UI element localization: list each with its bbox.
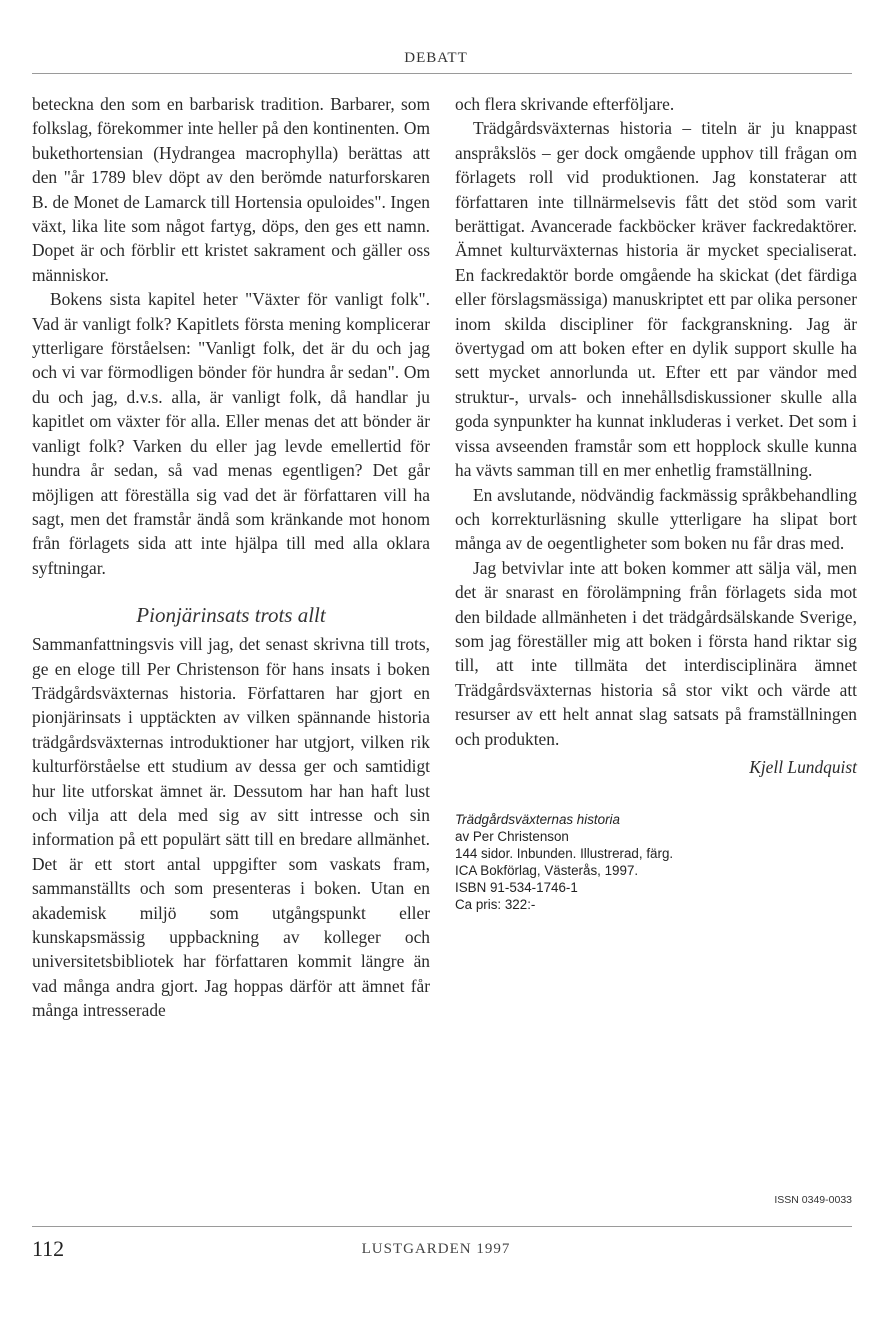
header-rule — [32, 73, 852, 74]
book-title: Trädgårdsväxternas historia — [455, 812, 620, 828]
book-info — [455, 811, 857, 913]
body-paragraph: Trädgårdsväxternas historia – titeln är ju knappast anspråkslös – ger dock omgående upphov till frågan om förlagets roll vid produktionen. Jag konstaterar att författaren inte tillnärmelsevis fått det stöd som varit berättigat. Avancerade fackböcker kräver fackredaktörer. Ämnet kulturväxternas historia är mycket specialiserat. En fackredaktör borde omgående ha skickat (det färdiga eller förslagsmässiga) manuskriptet ett par olika personer inom skilda discipliner för fackgranskning. Jag är övertygad om att boken efter en dylik support skulle ha sett mycket annorlunda ut. Efter ett par vändor med struktur-, urvals- och innehållsdiskussioner skulle alla goda synpunkter ha kunnat inkluderas i verket. Det som i vissa avseenden framstår som ett hopplock skulle kunna ha vävts samman till en mer enhetlig framställning. — [455, 118, 857, 481]
body-paragraph: beteckna den som en barbarisk tradition. Barbarer, som folkslag, förekommer inte heller på den kontinenten. Om bukethortensian (Hydrangea macrophylla) berättas att den "år 1789 blev döpt av den berömde naturforskaren B. de Monet de Lamarck till Hortensia opuloides". Ingen växt, lika lite som något fartyg, döps, den ges ett namn. Dopet är och förblir ett kristet sakrament och gäller oss människor. — [32, 94, 430, 285]
footer-rule — [32, 1226, 852, 1227]
book-details: 144 sidor. Inbunden. Illustrerad, färg. — [455, 846, 674, 862]
author-signature: Kjell Lundquist — [749, 756, 857, 777]
book-author: av Per Christenson — [455, 829, 569, 845]
journal-footer: LUSTGARDEN 1997 — [361, 1241, 511, 1257]
book-isbn: ISBN 91-534-1746-1 — [455, 880, 578, 896]
body-paragraph: och flera skrivande efterföljare. — [455, 94, 675, 114]
issn-number: ISSN 0349-0033 — [774, 1194, 852, 1206]
book-price: Ca pris: 322:- — [455, 897, 536, 913]
left-column — [32, 92, 430, 1023]
right-column — [455, 92, 857, 913]
page-number: 112 — [32, 1236, 65, 1261]
subheading: Pionjärinsats trots allt — [136, 603, 326, 628]
book-publisher: ICA Bokförlag, Västerås, 1997. — [455, 863, 639, 879]
section-header: DEBATT — [404, 50, 468, 66]
body-paragraph: En avslutande, nödvändig fackmässig språkbehandling och korrekturläsning skulle ytterligare ha slipat bort många av de oegentligheter som boken nu får dras med. — [455, 484, 857, 554]
body-paragraph: Sammanfattningsvis vill jag, det senast skrivna till trots, ge en eloge till Per Christenson för hans insats i boken Trädgårdsväxternas historia. Författaren har gjort en pionjärinsats i upptäckten av vilken spännande historia trädgårdsväxternas introduktioner har utgjort, vilken rik kulturförståelse ett studium av dessa ger och samtidigt hur lite utforskat ämnet är. Dessutom har han haft lust och vilja att dela med sig av sitt intresse och sin information på ett populärt sätt till en bredare allmänhet. Det är ett stort antal uppgifter som vaskats fram, sammanställts och som presenteras i boken. Utan en akademisk miljö som utgångspunkt eller kunskapsmässig uppbackning av kolleger och universitetsbibliotek har författaren kommit längre än vad många andra gjort. Jag hoppas därför att ämnet får många intresserade — [32, 634, 430, 1021]
body-paragraph: Jag betvivlar inte att boken kommer att sälja väl, men det är snarast en förolämpning från förlagets sida mot den bildade allmänheten i det trädgårdsälskande Sverige, som jag föreställer mig att boken i första hand riktar sig till, att inte tillmäta det interdisciplinära ämnet Trädgårdsväxternas historia så stor vikt och värde att resurser av ett helt annat slag satsats på framställningen och produkten. — [455, 557, 857, 749]
body-paragraph: Bokens sista kapitel heter "Växter för vanligt folk". Vad är vanligt folk? Kapitlets första mening komplicerar ytterligare förståelsen: "Vanligt folk, det är du och jag och vi var förmodligen bönder för hundra år sedan". Om du och jag, d.v.s. alla, är vanligt folk, då handlar ju kapitlet om växter för alla. Eller menas det att bönder är vanligt folk? Varken du eller jag levde emellertid för hundra år sedan, så vad menas egentligen? Det går möjligen att föreställa sig vad det är författaren vill ha sagt, men det framstår ändå som kränkande mot honom från förlagets sida att inte hjälpa till med alla oklara syftningar. — [32, 289, 430, 578]
